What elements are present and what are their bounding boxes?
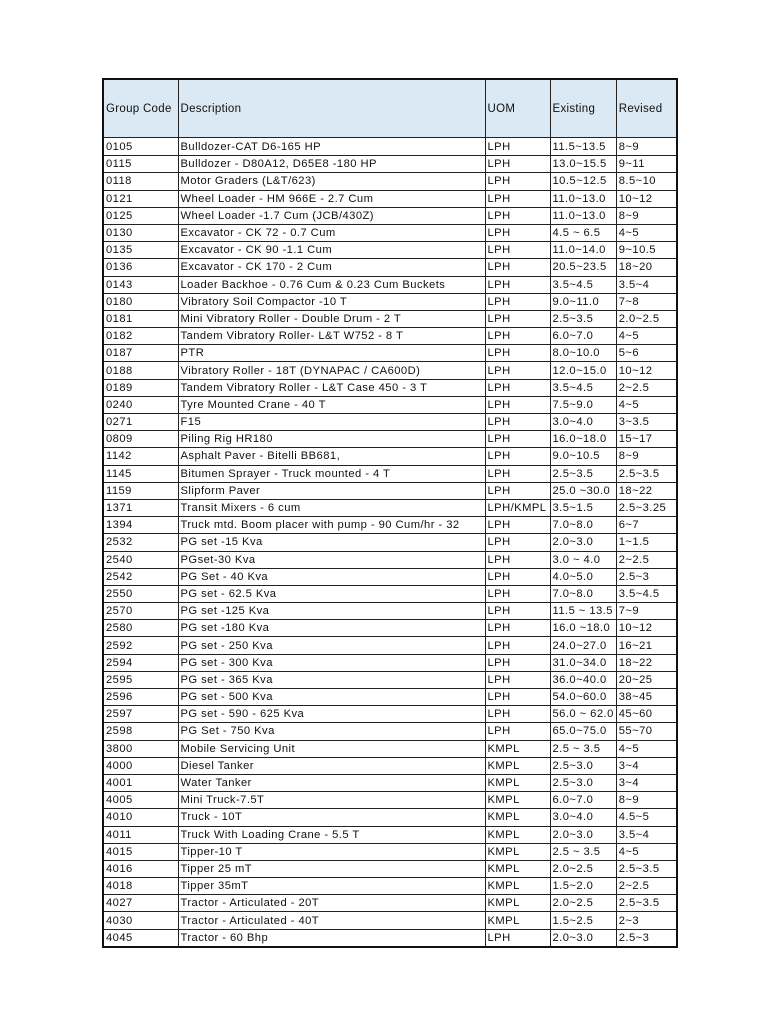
group-code-cell: 0240 bbox=[103, 396, 178, 413]
revised-cell: 2.5~3.5 bbox=[616, 465, 677, 482]
existing-cell: 3.5~1.5 bbox=[550, 499, 616, 516]
uom-cell: LPH bbox=[485, 362, 550, 379]
description-cell: Motor Graders (L&T/623) bbox=[178, 173, 485, 190]
revised-cell: 8~9 bbox=[616, 138, 677, 156]
table-row bbox=[103, 242, 677, 259]
uom-cell: LPH bbox=[485, 431, 550, 448]
group-code-cell: 4045 bbox=[103, 929, 178, 947]
revised-cell: 38~45 bbox=[616, 689, 677, 706]
header-existing: Existing bbox=[550, 79, 616, 138]
revised-cell: 2.5~3 bbox=[616, 568, 677, 585]
group-code-cell: 4000 bbox=[103, 757, 178, 774]
uom-cell: LPH bbox=[485, 620, 550, 637]
uom-cell: LPH bbox=[485, 482, 550, 499]
group-code-cell: 0105 bbox=[103, 138, 178, 156]
group-code-cell: 0118 bbox=[103, 173, 178, 190]
description-cell: Bitumen Sprayer - Truck mounted - 4 T bbox=[178, 465, 485, 482]
uom-cell: LPH bbox=[485, 706, 550, 723]
revised-cell: 45~60 bbox=[616, 706, 677, 723]
description-cell: PG set - 365 Kva bbox=[178, 671, 485, 688]
existing-cell: 9.0~10.5 bbox=[550, 448, 616, 465]
uom-cell: LPH bbox=[485, 259, 550, 276]
description-cell: Tractor - Articulated - 20T bbox=[178, 895, 485, 912]
table-row bbox=[103, 396, 677, 413]
group-code-cell: 0136 bbox=[103, 259, 178, 276]
table-row bbox=[103, 276, 677, 293]
group-code-cell: 2550 bbox=[103, 585, 178, 602]
existing-cell: 2.0~3.0 bbox=[550, 929, 616, 947]
description-cell: Diesel Tanker bbox=[178, 757, 485, 774]
table-row bbox=[103, 860, 677, 877]
group-code-cell: 4010 bbox=[103, 809, 178, 826]
group-code-cell: 2595 bbox=[103, 671, 178, 688]
revised-cell: 15~17 bbox=[616, 431, 677, 448]
fuel-norms-table bbox=[102, 78, 678, 948]
existing-cell: 3.0 ~ 4.0 bbox=[550, 551, 616, 568]
table-row bbox=[103, 809, 677, 826]
existing-cell: 13.0~15.5 bbox=[550, 156, 616, 173]
revised-cell: 55~70 bbox=[616, 723, 677, 740]
description-cell: Wheel Loader - HM 966E - 2.7 Cum bbox=[178, 190, 485, 207]
group-code-cell: 0180 bbox=[103, 293, 178, 310]
existing-cell: 3.5~4.5 bbox=[550, 379, 616, 396]
table-row bbox=[103, 585, 677, 602]
revised-cell: 3.5~4 bbox=[616, 826, 677, 843]
existing-cell: 4.0~5.0 bbox=[550, 568, 616, 585]
table-row bbox=[103, 895, 677, 912]
group-code-cell: 0125 bbox=[103, 207, 178, 224]
revised-cell: 3.5~4 bbox=[616, 276, 677, 293]
description-cell: Bulldozer - D80A12, D65E8 -180 HP bbox=[178, 156, 485, 173]
table-row bbox=[103, 826, 677, 843]
table-row bbox=[103, 328, 677, 345]
table-row bbox=[103, 259, 677, 276]
uom-cell: KMPL bbox=[485, 826, 550, 843]
revised-cell: 6~7 bbox=[616, 517, 677, 534]
description-cell: Tractor - 60 Bhp bbox=[178, 929, 485, 947]
description-cell: Excavator - CK 72 - 0.7 Cum bbox=[178, 224, 485, 241]
existing-cell: 2.5 ~ 3.5 bbox=[550, 843, 616, 860]
description-cell: Truck - 10T bbox=[178, 809, 485, 826]
revised-cell: 8~9 bbox=[616, 448, 677, 465]
uom-cell: KMPL bbox=[485, 843, 550, 860]
table-row bbox=[103, 757, 677, 774]
description-cell: Wheel Loader -1.7 Cum (JCB/430Z) bbox=[178, 207, 485, 224]
group-code-cell: 1142 bbox=[103, 448, 178, 465]
existing-cell: 2.5~3.0 bbox=[550, 774, 616, 791]
existing-cell: 3.5~4.5 bbox=[550, 276, 616, 293]
existing-cell: 65.0~75.0 bbox=[550, 723, 616, 740]
uom-cell: LPH bbox=[485, 534, 550, 551]
uom-cell: LPH bbox=[485, 448, 550, 465]
table-row bbox=[103, 138, 677, 156]
group-code-cell: 2532 bbox=[103, 534, 178, 551]
table-row bbox=[103, 929, 677, 947]
description-cell: Tandem Vibratory Roller- L&T W752 - 8 T bbox=[178, 328, 485, 345]
description-cell: Mini Truck-7.5T bbox=[178, 792, 485, 809]
revised-cell: 2.0~2.5 bbox=[616, 310, 677, 327]
table-row bbox=[103, 878, 677, 895]
description-cell: Bulldozer-CAT D6-165 HP bbox=[178, 138, 485, 156]
existing-cell: 2.5 ~ 3.5 bbox=[550, 740, 616, 757]
uom-cell: KMPL bbox=[485, 912, 550, 929]
description-cell: Excavator - CK 90 -1.1 Cum bbox=[178, 242, 485, 259]
revised-cell: 2.5~3 bbox=[616, 929, 677, 947]
group-code-cell: 2594 bbox=[103, 654, 178, 671]
group-code-cell: 4016 bbox=[103, 860, 178, 877]
table-row bbox=[103, 207, 677, 224]
table-row bbox=[103, 534, 677, 551]
table-row bbox=[103, 499, 677, 516]
group-code-cell: 2570 bbox=[103, 603, 178, 620]
table-row bbox=[103, 173, 677, 190]
description-cell: Tractor - Articulated - 40T bbox=[178, 912, 485, 929]
group-code-cell: 4001 bbox=[103, 774, 178, 791]
uom-cell: LPH bbox=[485, 465, 550, 482]
group-code-cell: 0182 bbox=[103, 328, 178, 345]
revised-cell: 7~9 bbox=[616, 603, 677, 620]
description-cell: Piling Rig HR180 bbox=[178, 431, 485, 448]
group-code-cell: 2596 bbox=[103, 689, 178, 706]
table-row bbox=[103, 293, 677, 310]
table-row bbox=[103, 310, 677, 327]
existing-cell: 2.0~3.0 bbox=[550, 534, 616, 551]
uom-cell: LPH bbox=[485, 293, 550, 310]
description-cell: Slipform Paver bbox=[178, 482, 485, 499]
group-code-cell: 3800 bbox=[103, 740, 178, 757]
group-code-cell: 2598 bbox=[103, 723, 178, 740]
table-row bbox=[103, 448, 677, 465]
table-row bbox=[103, 551, 677, 568]
description-cell: Truck mtd. Boom placer with pump - 90 Cum/hr - 32 bbox=[178, 517, 485, 534]
uom-cell: LPH bbox=[485, 654, 550, 671]
uom-cell: LPH bbox=[485, 242, 550, 259]
description-cell: PG set - 500 Kva bbox=[178, 689, 485, 706]
table-row bbox=[103, 689, 677, 706]
revised-cell: 2.5~3.5 bbox=[616, 860, 677, 877]
table-row bbox=[103, 224, 677, 241]
description-cell: Truck With Loading Crane - 5.5 T bbox=[178, 826, 485, 843]
existing-cell: 2.0~2.5 bbox=[550, 895, 616, 912]
description-cell: Tipper-10 T bbox=[178, 843, 485, 860]
uom-cell: LPH bbox=[485, 723, 550, 740]
existing-cell: 25.0 ~30.0 bbox=[550, 482, 616, 499]
existing-cell: 31.0~34.0 bbox=[550, 654, 616, 671]
group-code-cell: 2580 bbox=[103, 620, 178, 637]
uom-cell: LPH bbox=[485, 379, 550, 396]
group-code-cell: 0181 bbox=[103, 310, 178, 327]
existing-cell: 2.5~3.0 bbox=[550, 757, 616, 774]
description-cell: PG set -125 Kva bbox=[178, 603, 485, 620]
uom-cell: LPH bbox=[485, 396, 550, 413]
revised-cell: 20~25 bbox=[616, 671, 677, 688]
description-cell: F15 bbox=[178, 414, 485, 431]
existing-cell: 11.0~13.0 bbox=[550, 190, 616, 207]
existing-cell: 9.0~11.0 bbox=[550, 293, 616, 310]
group-code-cell: 0135 bbox=[103, 242, 178, 259]
revised-cell: 10~12 bbox=[616, 190, 677, 207]
uom-cell: KMPL bbox=[485, 878, 550, 895]
revised-cell: 10~12 bbox=[616, 362, 677, 379]
revised-cell: 18~22 bbox=[616, 654, 677, 671]
table-row bbox=[103, 431, 677, 448]
description-cell: Vibratory Soil Compactor -10 T bbox=[178, 293, 485, 310]
revised-cell: 3.5~4.5 bbox=[616, 585, 677, 602]
revised-cell: 2.5~3.5 bbox=[616, 895, 677, 912]
existing-cell: 1.5~2.5 bbox=[550, 912, 616, 929]
table-row bbox=[103, 362, 677, 379]
uom-cell: KMPL bbox=[485, 774, 550, 791]
revised-cell: 3~4 bbox=[616, 757, 677, 774]
existing-cell: 6.0~7.0 bbox=[550, 328, 616, 345]
group-code-cell: 0130 bbox=[103, 224, 178, 241]
description-cell: Tyre Mounted Crane - 40 T bbox=[178, 396, 485, 413]
group-code-cell: 0188 bbox=[103, 362, 178, 379]
group-code-cell: 0143 bbox=[103, 276, 178, 293]
uom-cell: LPH bbox=[485, 138, 550, 156]
group-code-cell: 2597 bbox=[103, 706, 178, 723]
description-cell: PG set - 590 - 625 Kva bbox=[178, 706, 485, 723]
table-row bbox=[103, 414, 677, 431]
existing-cell: 11.5~13.5 bbox=[550, 138, 616, 156]
description-cell: Excavator - CK 170 - 2 Cum bbox=[178, 259, 485, 276]
revised-cell: 2~3 bbox=[616, 912, 677, 929]
uom-cell: LPH bbox=[485, 310, 550, 327]
existing-cell: 2.0~2.5 bbox=[550, 860, 616, 877]
group-code-cell: 1371 bbox=[103, 499, 178, 516]
description-cell: PG set - 250 Kva bbox=[178, 637, 485, 654]
group-code-cell: 1145 bbox=[103, 465, 178, 482]
existing-cell: 11.0~13.0 bbox=[550, 207, 616, 224]
existing-cell: 3.0~4.0 bbox=[550, 809, 616, 826]
revised-cell: 5~6 bbox=[616, 345, 677, 362]
uom-cell: LPH bbox=[485, 551, 550, 568]
uom-cell: KMPL bbox=[485, 860, 550, 877]
uom-cell: LPH bbox=[485, 517, 550, 534]
existing-cell: 54.0~60.0 bbox=[550, 689, 616, 706]
uom-cell: KMPL bbox=[485, 895, 550, 912]
existing-cell: 2.5~3.5 bbox=[550, 465, 616, 482]
group-code-cell: 4018 bbox=[103, 878, 178, 895]
table-row bbox=[103, 706, 677, 723]
uom-cell: LPH bbox=[485, 585, 550, 602]
table-row bbox=[103, 568, 677, 585]
header-row bbox=[103, 79, 677, 138]
revised-cell: 8~9 bbox=[616, 207, 677, 224]
revised-cell: 2~2.5 bbox=[616, 551, 677, 568]
revised-cell: 9~10.5 bbox=[616, 242, 677, 259]
revised-cell: 4~5 bbox=[616, 396, 677, 413]
group-code-cell: 4030 bbox=[103, 912, 178, 929]
uom-cell: LPH bbox=[485, 671, 550, 688]
revised-cell: 7~8 bbox=[616, 293, 677, 310]
description-cell: Tipper 25 mT bbox=[178, 860, 485, 877]
description-cell: PG set -15 Kva bbox=[178, 534, 485, 551]
uom-cell: LPH bbox=[485, 328, 550, 345]
table-row bbox=[103, 345, 677, 362]
existing-cell: 2.0~3.0 bbox=[550, 826, 616, 843]
table-row bbox=[103, 774, 677, 791]
group-code-cell: 0271 bbox=[103, 414, 178, 431]
table-row bbox=[103, 912, 677, 929]
group-code-cell: 2540 bbox=[103, 551, 178, 568]
existing-cell: 8.0~10.0 bbox=[550, 345, 616, 362]
table-row bbox=[103, 620, 677, 637]
description-cell: Tandem Vibratory Roller - L&T Case 450 - 3 T bbox=[178, 379, 485, 396]
uom-cell: LPH bbox=[485, 637, 550, 654]
description-cell: Mini Vibratory Roller - Double Drum - 2 T bbox=[178, 310, 485, 327]
table-row bbox=[103, 740, 677, 757]
description-cell: Tipper 35mT bbox=[178, 878, 485, 895]
description-cell: Vibratory Roller - 18T (DYNAPAC / CA600D) bbox=[178, 362, 485, 379]
revised-cell: 8~9 bbox=[616, 792, 677, 809]
revised-cell: 1~1.5 bbox=[616, 534, 677, 551]
revised-cell: 9~11 bbox=[616, 156, 677, 173]
uom-cell: LPH bbox=[485, 207, 550, 224]
revised-cell: 4~5 bbox=[616, 328, 677, 345]
table-row bbox=[103, 517, 677, 534]
table-row bbox=[103, 156, 677, 173]
table-row bbox=[103, 465, 677, 482]
revised-cell: 4~5 bbox=[616, 224, 677, 241]
existing-cell: 7.0~8.0 bbox=[550, 585, 616, 602]
revised-cell: 4~5 bbox=[616, 740, 677, 757]
group-code-cell: 4015 bbox=[103, 843, 178, 860]
existing-cell: 1.5~2.0 bbox=[550, 878, 616, 895]
description-cell: PG Set - 750 Kva bbox=[178, 723, 485, 740]
description-cell: PTR bbox=[178, 345, 485, 362]
uom-cell: LPH bbox=[485, 224, 550, 241]
uom-cell: LPH bbox=[485, 568, 550, 585]
existing-cell: 24.0~27.0 bbox=[550, 637, 616, 654]
revised-cell: 4.5~5 bbox=[616, 809, 677, 826]
uom-cell: LPH bbox=[485, 276, 550, 293]
table-row bbox=[103, 843, 677, 860]
existing-cell: 56.0 ~ 62.0 bbox=[550, 706, 616, 723]
revised-cell: 8.5~10 bbox=[616, 173, 677, 190]
group-code-cell: 4005 bbox=[103, 792, 178, 809]
table-row bbox=[103, 792, 677, 809]
group-code-cell: 1159 bbox=[103, 482, 178, 499]
table-row bbox=[103, 482, 677, 499]
description-cell: Water Tanker bbox=[178, 774, 485, 791]
uom-cell: LPH bbox=[485, 689, 550, 706]
existing-cell: 3.0~4.0 bbox=[550, 414, 616, 431]
group-code-cell: 1394 bbox=[103, 517, 178, 534]
uom-cell: LPH bbox=[485, 156, 550, 173]
existing-cell: 4.5 ~ 6.5 bbox=[550, 224, 616, 241]
header-description: Description bbox=[178, 79, 485, 138]
header-uom: UOM bbox=[485, 79, 550, 138]
table-row bbox=[103, 723, 677, 740]
existing-cell: 36.0~40.0 bbox=[550, 671, 616, 688]
description-cell: PG Set - 40 Kva bbox=[178, 568, 485, 585]
revised-cell: 10~12 bbox=[616, 620, 677, 637]
revised-cell: 2.5~3.25 bbox=[616, 499, 677, 516]
revised-cell: 3~3.5 bbox=[616, 414, 677, 431]
existing-cell: 20.5~23.5 bbox=[550, 259, 616, 276]
description-cell: PGset-30 Kva bbox=[178, 551, 485, 568]
group-code-cell: 2592 bbox=[103, 637, 178, 654]
existing-cell: 10.5~12.5 bbox=[550, 173, 616, 190]
description-cell: PG set - 62.5 Kva bbox=[178, 585, 485, 602]
existing-cell: 7.5~9.0 bbox=[550, 396, 616, 413]
uom-cell: LPH bbox=[485, 173, 550, 190]
group-code-cell: 4027 bbox=[103, 895, 178, 912]
uom-cell: LPH bbox=[485, 603, 550, 620]
header-revised: Revised bbox=[616, 79, 677, 138]
table-body bbox=[103, 138, 677, 947]
table-row bbox=[103, 654, 677, 671]
description-cell: Mobile Servicing Unit bbox=[178, 740, 485, 757]
existing-cell: 16.0 ~18.0 bbox=[550, 620, 616, 637]
uom-cell: LPH bbox=[485, 414, 550, 431]
group-code-cell: 0121 bbox=[103, 190, 178, 207]
existing-cell: 11.0~14.0 bbox=[550, 242, 616, 259]
uom-cell: KMPL bbox=[485, 757, 550, 774]
revised-cell: 18~20 bbox=[616, 259, 677, 276]
revised-cell: 2~2.5 bbox=[616, 878, 677, 895]
description-cell: Loader Backhoe - 0.76 Cum & 0.23 Cum Buckets bbox=[178, 276, 485, 293]
uom-cell: LPH/KMPL bbox=[485, 499, 550, 516]
existing-cell: 11.5 ~ 13.5 bbox=[550, 603, 616, 620]
existing-cell: 2.5~3.5 bbox=[550, 310, 616, 327]
group-code-cell: 4011 bbox=[103, 826, 178, 843]
uom-cell: KMPL bbox=[485, 809, 550, 826]
existing-cell: 12.0~15.0 bbox=[550, 362, 616, 379]
revised-cell: 4~5 bbox=[616, 843, 677, 860]
revised-cell: 3~4 bbox=[616, 774, 677, 791]
existing-cell: 6.0~7.0 bbox=[550, 792, 616, 809]
uom-cell: LPH bbox=[485, 190, 550, 207]
uom-cell: KMPL bbox=[485, 740, 550, 757]
uom-cell: LPH bbox=[485, 929, 550, 947]
revised-cell: 2~2.5 bbox=[616, 379, 677, 396]
description-cell: PG set -180 Kva bbox=[178, 620, 485, 637]
group-code-cell: 0809 bbox=[103, 431, 178, 448]
uom-cell: KMPL bbox=[485, 792, 550, 809]
table-row bbox=[103, 379, 677, 396]
uom-cell: LPH bbox=[485, 345, 550, 362]
group-code-cell: 0115 bbox=[103, 156, 178, 173]
group-code-cell: 0187 bbox=[103, 345, 178, 362]
group-code-cell: 2542 bbox=[103, 568, 178, 585]
revised-cell: 16~21 bbox=[616, 637, 677, 654]
description-cell: Asphalt Paver - Bitelli BB681, bbox=[178, 448, 485, 465]
table-row bbox=[103, 671, 677, 688]
group-code-cell: 0189 bbox=[103, 379, 178, 396]
table-row bbox=[103, 637, 677, 654]
revised-cell: 18~22 bbox=[616, 482, 677, 499]
existing-cell: 16.0~18.0 bbox=[550, 431, 616, 448]
description-cell: Transit Mixers - 6 cum bbox=[178, 499, 485, 516]
header-group-code: Group Code bbox=[103, 79, 178, 138]
table-row bbox=[103, 603, 677, 620]
table-row bbox=[103, 190, 677, 207]
existing-cell: 7.0~8.0 bbox=[550, 517, 616, 534]
description-cell: PG set - 300 Kva bbox=[178, 654, 485, 671]
